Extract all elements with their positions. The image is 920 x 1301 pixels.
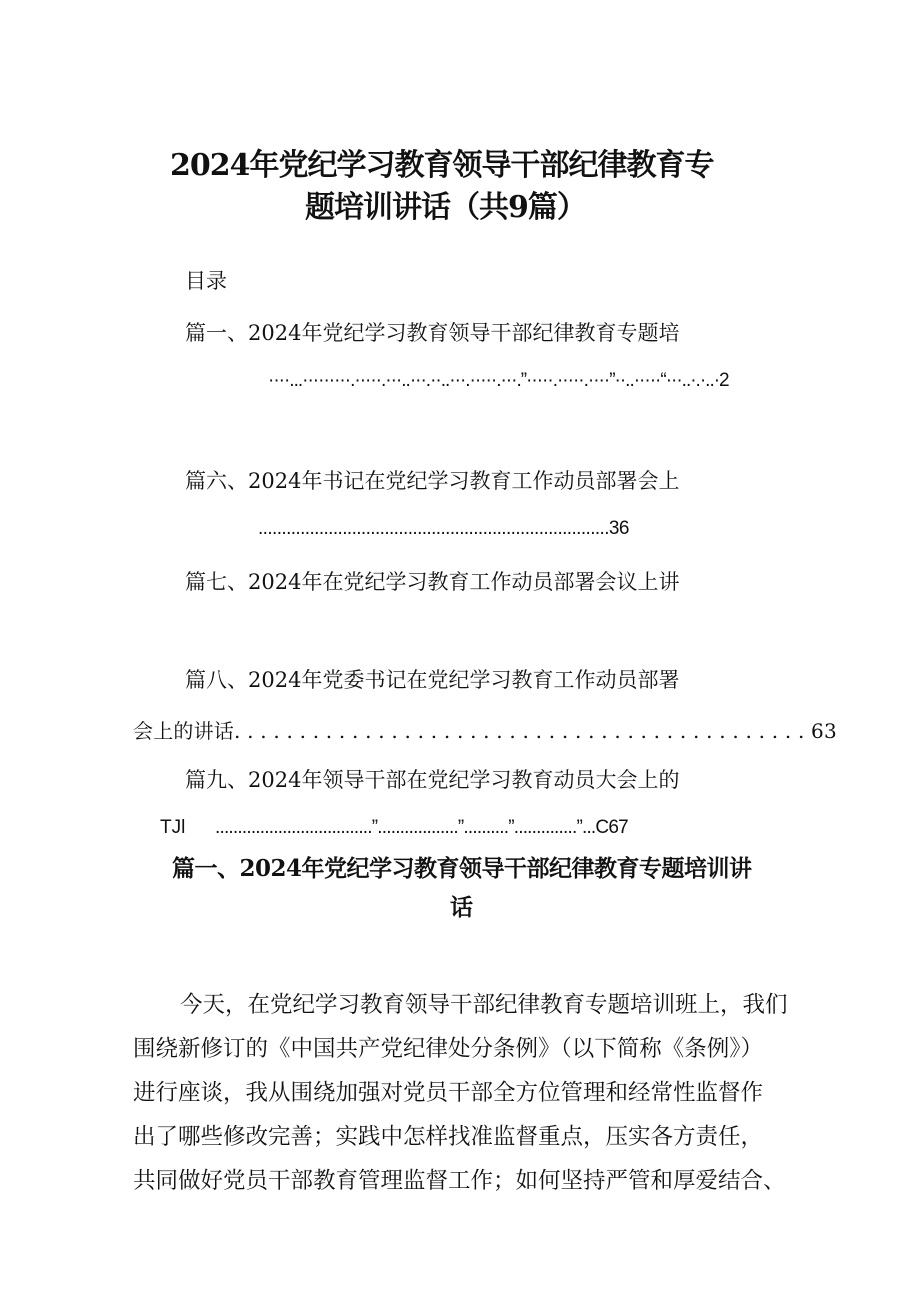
toc-heading: 目录 <box>185 269 227 293</box>
toc-entry-8[interactable]: 篇八、2024年党委书记在党纪学习教育工作动员部署 <box>185 668 680 692</box>
toc-entry-1[interactable]: 篇一、2024年党纪学习教育领导干部纪律教育专题培 <box>185 321 680 345</box>
document-title-line-2: 题培训讲话（共9篇） <box>305 190 586 225</box>
toc-entry-9-leader: ...................................”..................”..........”..............”...C67 <box>215 817 628 838</box>
toc-entry-1-leader: ····...·········.·····.···..···.··..···.·····.···.”·····.·····.····”··..·····“···..·.·..·2 <box>268 370 729 391</box>
toc-entry-9-prefix: TJl <box>160 817 186 838</box>
toc-entry-7[interactable]: 篇七、2024年在党纪学习教育工作动员部署会议上讲 <box>185 570 680 594</box>
paragraph-line-2: 围绕新修订的《中国共产党纪律处分条例》（以下简称《条例》） <box>133 1036 764 1062</box>
paragraph-line-1: 今天，在党纪学习教育领导干部纪律教育专题培训班上，我们 <box>180 992 788 1018</box>
section-heading-line-1: 篇一、2024年党纪学习教育领导干部纪律教育专题培训讲 <box>172 855 752 882</box>
toc-entry-9[interactable]: 篇九、2024年领导干部在党纪学习教育动员大会上的 <box>185 768 680 792</box>
toc-entry-6[interactable]: 篇六、2024年书记在党纪学习教育工作动员部署会上 <box>185 469 680 493</box>
paragraph-line-5: 共同做好党员干部教育管理监督工作；如何坚持严管和厚爱结合、 <box>133 1168 786 1194</box>
document-title-line-1: 2024年党纪学习教育领导干部纪律教育专 <box>170 148 714 183</box>
toc-entry-6-leader: ...........................................................................36 <box>258 518 629 539</box>
section-heading-line-2: 话 <box>450 894 473 921</box>
paragraph-line-4: 出了哪些修改完善；实践中怎样找准监督重点，压实各方责任， <box>133 1124 764 1150</box>
toc-entry-8-continuation: 会上的讲话. . . . . . . . . . . . . . . . . . . . . . . . . . . . . . . . . . . . . . . . . . . . 63 <box>133 719 837 743</box>
paragraph-line-3: 进行座谈，我从围绕加强对党员干部全方位管理和经常性监督作 <box>133 1080 764 1106</box>
